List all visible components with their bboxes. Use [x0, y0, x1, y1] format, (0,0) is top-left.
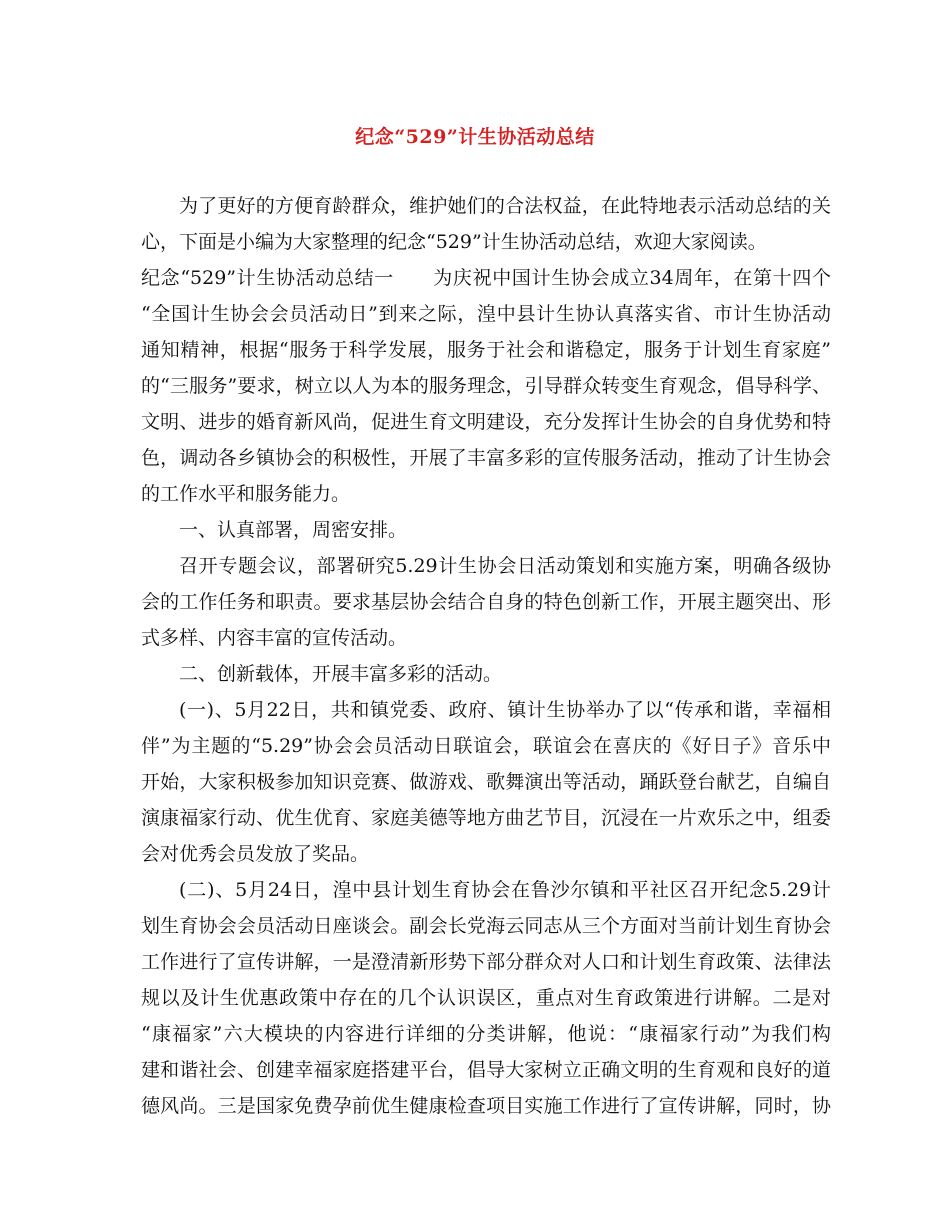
- text-line: 会的工作任务和职责。要求基层协会结合自身的特色创新工作，开展主题突出、形: [141, 591, 831, 613]
- text-line: 演康福家行动、优生优育、家庭美德等地方曲艺节目，沉浸在一片欢乐之中，组委: [141, 807, 831, 829]
- text-line: 心，下面是小编为大家整理的纪念“529”计生协活动总结，欢迎大家阅读。: [141, 231, 767, 253]
- text-line: 式多样、内容丰富的宣传活动。: [141, 627, 408, 649]
- document-title: 纪念“529”计生协活动总结: [355, 126, 595, 148]
- text-line: 召开专题会议，部署研究5.29计生协会日活动策划和实施方案，明确各级协: [179, 555, 831, 577]
- text-line: (二)、5月24日，湟中县计划生育协会在鲁沙尔镇和平社区召开纪念5.29计: [179, 879, 831, 901]
- text-line: 通知精神，根据“服务于科学发展，服务于社会和谐稳定，服务于计划生育家庭”: [141, 339, 831, 361]
- text-line: 的“三服务”要求，树立以人为本的服务理念，引导群众转变生育观念，倡导科学、: [141, 375, 831, 397]
- text-line: 的工作水平和服务能力。: [141, 483, 351, 505]
- text-line: 文明、进步的婚育新风尚，促进生育文明建设，充分发挥计生协会的自身优势和特: [141, 411, 831, 433]
- text-line: 会对优秀会员发放了奖品。: [141, 843, 370, 865]
- text-line: 开始，大家积极参加知识竞赛、做游戏、歌舞演出等活动，踊跃登台献艺，自编自: [141, 771, 831, 793]
- text-line: 建和谐社会、创建幸福家庭搭建平台，倡导大家树立正确文明的生育观和良好的道: [141, 1059, 831, 1081]
- section-heading: 一、认真部署，周密安排。: [179, 519, 408, 541]
- text-line: 规以及计生优惠政策中存在的几个认识误区，重点对生育政策进行讲解。二是对: [141, 987, 831, 1009]
- text-line: 色，调动各乡镇协会的积极性，开展了丰富多彩的宣传服务活动，推动了计生协会: [141, 447, 831, 469]
- section-heading: 二、创新载体，开展丰富多彩的活动。: [179, 663, 503, 685]
- text-line: “全国计生协会会员活动日”到来之际，湟中县计生协认真落实省、市计生协活动: [141, 303, 831, 325]
- text-line: (一)、5月22日，共和镇党委、政府、镇计生协举办了以“传承和谐，幸福相: [179, 699, 831, 721]
- text-line: 伴”为主题的“5.29”协会会员活动日联谊会，联谊会在喜庆的《好日子》音乐中: [141, 735, 831, 757]
- text-line: “康福家”六大模块的内容进行详细的分类讲解，他说：“康福家行动”为我们构: [141, 1023, 831, 1045]
- text-line: 德风尚。三是国家免费孕前优生健康检查项目实施工作进行了宣传讲解，同时，协: [141, 1095, 831, 1117]
- text-line: 划生育协会会员活动日座谈会。副会长党海云同志从三个方面对当前计划生育协会: [141, 915, 831, 937]
- text-line: 为了更好的方便育龄群众，维护她们的合法权益，在此特地表示活动总结的关: [179, 195, 831, 217]
- text-line: 纪念“529”计生协活动总结一 为庆祝中国计生协会成立34周年，在第十四个: [141, 267, 831, 289]
- text-line: 工作进行了宣传讲解，一是澄清新形势下部分群众对人口和计划生育政策、法律法: [141, 951, 831, 973]
